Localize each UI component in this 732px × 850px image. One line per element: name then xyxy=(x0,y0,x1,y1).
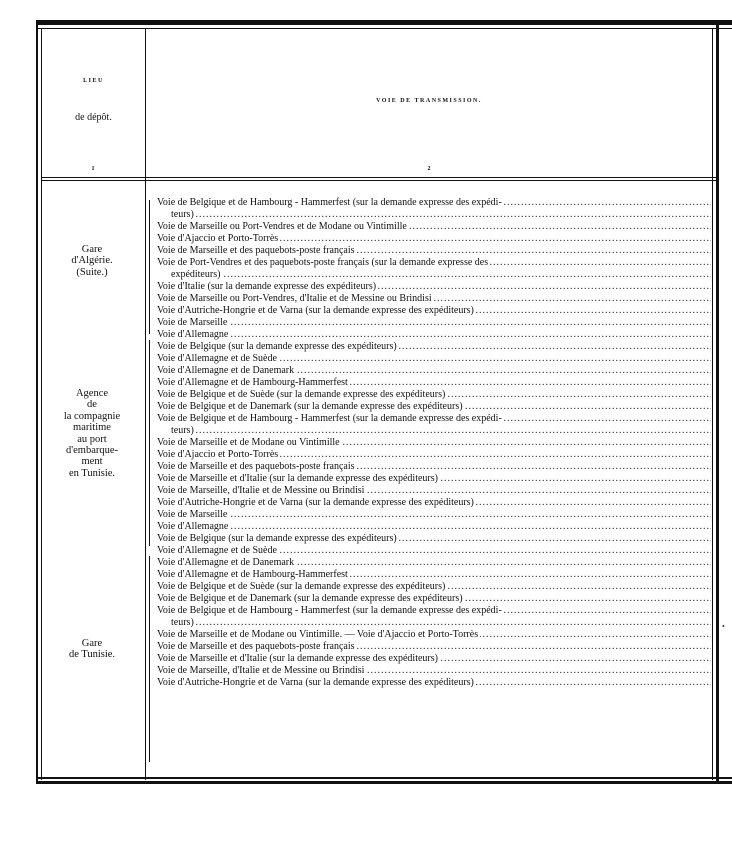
transmission-line xyxy=(157,497,711,509)
col1-header-bottom: de dépôt. xyxy=(75,112,112,123)
transmission-line-text: Voie d'Ajaccio et Porto-Torrès xyxy=(157,449,279,460)
transmission-line xyxy=(157,353,711,365)
transmission-line xyxy=(157,665,711,677)
transmission-line-text: Voie d'Allemagne et de Danemark xyxy=(157,557,295,568)
transmission-line xyxy=(157,581,711,593)
transmission-line xyxy=(157,221,711,233)
transmission-line xyxy=(157,281,711,293)
transmission-line-text: teurs) xyxy=(171,209,194,220)
transmission-line xyxy=(157,437,711,449)
place-line: Gare xyxy=(81,638,103,649)
transmission-line xyxy=(157,629,711,641)
transmission-line-text: Voie de Belgique (sur la demande expresse des expéditeurs) xyxy=(157,341,397,352)
transmission-line xyxy=(157,293,711,305)
transmission-line-text: Voie de Marseille, d'Italie et de Messine ou Brindisi xyxy=(157,485,365,496)
transmission-line-text: Voie d'Allemagne et de Hambourg-Hammerfest xyxy=(157,377,348,388)
transmission-line-text: Voie de Port-Vendres et des paquebots-poste français (sur la demande expresse des xyxy=(157,257,489,268)
left-border xyxy=(36,20,38,783)
transmission-line-text: Voie d'Allemagne xyxy=(157,521,229,532)
transmission-line-text: Voie de Marseille et de Modane ou Vintimille. — Voie d'Ajaccio et Porto-Torrès xyxy=(157,629,479,640)
transmission-line xyxy=(157,305,711,317)
transmission-line-text: Voie de Marseille et de Modane ou Vintimille xyxy=(157,437,340,448)
right-border xyxy=(712,28,713,780)
transmission-line-text: Voie de Belgique et de Suède (sur la demande expresse des expéditeurs) xyxy=(157,581,446,592)
transmission-line-text: Voie de Marseille et des paquebots-poste français xyxy=(157,641,355,652)
transmission-line xyxy=(157,545,711,557)
transmission-line-text: Voie de Marseille ou Port-Vendres et de Modane ou Vintimille xyxy=(157,221,407,232)
place-line: maritime xyxy=(73,422,111,434)
transmission-line-text: Voie d'Allemagne xyxy=(157,329,229,340)
place-line: ment xyxy=(81,456,103,468)
transmission-line-text: Voie de Marseille et d'Italie (sur la demande expresse des expéditeurs) xyxy=(157,473,438,484)
transmission-line-text: Voie de Belgique et de Suède (sur la demande expresse des expéditeurs) xyxy=(157,389,446,400)
transmission-line xyxy=(157,569,711,581)
transmission-line xyxy=(157,329,711,341)
transmission-line xyxy=(157,677,711,689)
place-line: d'Algérie. xyxy=(71,255,113,267)
transmission-line xyxy=(157,197,711,209)
place-line: de xyxy=(87,399,97,411)
transmission-line-continuation xyxy=(171,269,711,281)
transmission-line-text: Voie d'Allemagne et de Suède xyxy=(157,353,277,364)
transmission-line-continuation xyxy=(171,617,711,629)
place-line: en Tunisie. xyxy=(68,467,116,479)
bottom-border xyxy=(36,777,732,779)
transmission-line-text: Voie de Marseille, d'Italie et de Messine ou Brindisi xyxy=(157,665,365,676)
transmission-line-text: expéditeurs) xyxy=(171,269,221,280)
transmission-line-text: teurs) xyxy=(171,617,194,628)
transmission-line-text: Voie d'Autriche-Hongrie et de Varna (sur la demande expresse des expéditeurs) xyxy=(157,677,474,688)
transmission-line xyxy=(157,233,711,245)
right-border-thick xyxy=(716,20,719,783)
transmission-line-text: Voie d'Allemagne et de Danemark xyxy=(157,365,295,376)
transmission-line-text: Voie de Belgique et de Hambourg - Hammerfest (sur la demande expresse des expédi- xyxy=(157,197,502,208)
header-divider-2 xyxy=(41,180,717,181)
col1-header-top: LIEU xyxy=(83,78,104,84)
transmission-line xyxy=(157,401,711,413)
transmission-line-text: Voie d'Allemagne et de Suède xyxy=(157,545,277,556)
top-border xyxy=(36,20,732,25)
brace-section-1 xyxy=(149,200,150,334)
transmission-line xyxy=(157,557,711,569)
transmission-line xyxy=(157,641,711,653)
transmission-line-text: Voie de Belgique et de Danemark (sur la demande expresse des expéditeurs) xyxy=(157,401,463,412)
transmission-line-text: teurs) xyxy=(171,425,194,436)
place-gare-tunisie xyxy=(40,638,144,661)
place-line: Agence xyxy=(75,388,109,399)
transmission-line xyxy=(157,413,711,425)
transmission-line xyxy=(157,605,711,617)
margin-mark: • xyxy=(722,622,725,631)
transmission-line-continuation xyxy=(171,209,711,221)
transmission-line-text: Voie de Belgique (sur la demande expresse des expéditeurs) xyxy=(157,533,397,544)
transmission-line-text: Voie d'Autriche-Hongrie et de Varna (sur la demande expresse des expéditeurs) xyxy=(157,497,474,508)
place-line: la compagnie xyxy=(63,410,121,422)
place-gare-algerie xyxy=(40,244,144,278)
transmission-line-text: Voie de Belgique et de Hambourg - Hammerfest (sur la demande expresse des expédi- xyxy=(157,413,502,424)
transmission-line-text: Voie de Marseille et des paquebots-poste français xyxy=(157,461,355,472)
transmission-line-text: Voie de Marseille ou Port-Vendres, d'Italie et de Messine ou Brindisi xyxy=(157,293,432,304)
transmission-line-text: Voie d'Allemagne et de Hambourg-Hammerfest xyxy=(157,569,348,580)
transmission-line xyxy=(157,245,711,257)
transmission-line xyxy=(157,365,711,377)
transmission-line xyxy=(157,389,711,401)
place-line: au port xyxy=(77,433,107,445)
transmission-line-text: Voie d'Autriche-Hongrie et de Varna (sur la demande expresse des expéditeurs) xyxy=(157,305,474,316)
transmission-line-text: Voie de Marseille et d'Italie (sur la demande expresse des expéditeurs) xyxy=(157,653,438,664)
transmission-line-continuation xyxy=(171,425,711,437)
transmission-line xyxy=(157,317,711,329)
column-divider xyxy=(145,28,146,780)
place-line: Gare xyxy=(81,244,103,255)
transmission-line xyxy=(157,257,711,269)
transmission-line xyxy=(157,485,711,497)
col2-number: 2 xyxy=(427,166,431,172)
place-agence-tunisie xyxy=(40,388,144,479)
transmission-line xyxy=(157,473,711,485)
brace-section-2 xyxy=(149,340,150,546)
transmission-line xyxy=(157,449,711,461)
transmission-line xyxy=(157,521,711,533)
col1-number: 1 xyxy=(91,166,95,172)
transmission-line xyxy=(157,341,711,353)
transmission-line xyxy=(157,509,711,521)
transmission-line xyxy=(157,593,711,605)
place-line: (Suite.) xyxy=(76,266,108,278)
place-line: d'embarque- xyxy=(65,445,119,457)
col2-header: VOIE DE TRANSMISSION. xyxy=(376,98,482,104)
transmission-line-text: Voie d'Ajaccio et Porto-Torrès xyxy=(157,233,279,244)
transmission-line-text: Voie de Marseille xyxy=(157,509,228,520)
transmission-line-text: Voie de Belgique et de Hambourg - Hammerfest (sur la demande expresse des expédi- xyxy=(157,605,502,616)
top-border-thin xyxy=(36,28,732,29)
transmission-line-text: Voie de Marseille et des paquebots-poste français xyxy=(157,245,355,256)
transmission-line xyxy=(157,653,711,665)
transmission-line-text: Voie de Belgique et de Danemark (sur la demande expresse des expéditeurs) xyxy=(157,593,463,604)
brace-section-3 xyxy=(149,556,150,762)
transmission-line xyxy=(157,533,711,545)
transmission-line xyxy=(157,461,711,473)
transmission-line-text: Voie d'Italie (sur la demande expresse des expéditeurs) xyxy=(157,281,377,292)
transmission-line-text: Voie de Marseille xyxy=(157,317,228,328)
header-divider xyxy=(41,177,717,178)
transmission-line xyxy=(157,377,711,389)
place-line: de Tunisie. xyxy=(68,649,116,661)
bottom-border-thick xyxy=(36,781,732,784)
